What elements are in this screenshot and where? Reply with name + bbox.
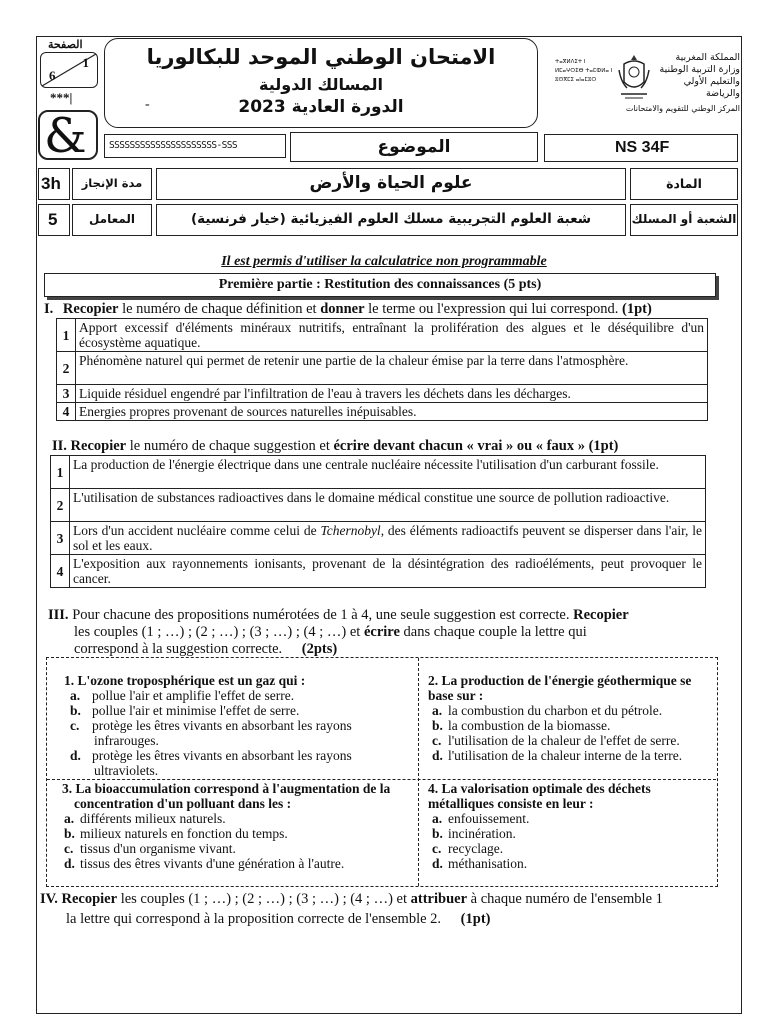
section-1-verb2: donner [320,301,365,317]
subject-field-box [630,168,738,200]
section-4-num: IV. [40,891,58,907]
duration-value: 3h [41,174,61,193]
page-number: 1 [82,55,89,70]
table-row [51,555,706,588]
section-4-text1: les couples (1 ; …) ; (2 ; …) ; (3 ; …) ; (4 ; …) et [117,891,411,907]
question-2 [428,673,714,763]
exam-title: الامتحان الوطني الموحد للبكالوريا [146,45,496,69]
exam-code: NS 34F [615,139,670,156]
row-number: 1 [51,456,70,489]
title-box [104,38,538,128]
branch-label-box [630,204,738,236]
suggestion-text: L'exposition aux rayonnements ionisants, provenant de la désintégration des radioéléments, peut provoquer le cancer. [70,555,706,588]
table-row [57,403,708,421]
list-item [54,748,394,778]
list-item [60,841,412,856]
page-number-box [40,52,98,88]
suggestion-text-italic: Tchernobyl [320,523,381,538]
option-text: pollue l'air et minimise l'effet de serre. [92,703,300,718]
section-1-text1: le numéro de chaque définition et [118,301,321,317]
exam-track: المسالك الدولية [259,75,383,94]
section-4-instruction [40,889,720,929]
section-1-verb1: Recopier [62,301,119,317]
section-3-instruction [48,607,708,658]
question-3 [60,781,412,871]
title-dash: - [145,97,150,112]
list-item [60,811,412,826]
section-2-table [50,455,706,588]
option-letter: d. [64,856,75,871]
option-text: tissus d'un organisme vivant. [80,841,236,856]
ministry-arabic: المملكة المغربية وزارة التربية الوطنية والتعليم الأولي والرياضة [659,52,740,99]
option-text: tissus des êtres vivants d'une génération à l'autre. [80,856,345,871]
option-text: enfouissement. [448,811,530,826]
option-text: la combustion du charbon et du pétrole. [448,703,663,718]
subject-field-label: المادة [666,176,702,191]
duration-label: مدة الإنجاز [81,176,143,190]
option-letter: d. [432,856,443,871]
option-text: l'utilisation de la chaleur interne de la terre. [448,748,683,763]
code-strip-box [104,134,286,158]
list-item [54,718,394,748]
option-letter: b. [64,826,75,841]
exam-code-box [544,134,738,162]
section-1-num: I. [44,301,54,317]
section-4-text2: à chaque numéro de l'ensemble 1 [467,891,663,907]
subject-label: الموضوع [377,137,451,157]
part-title-box [44,273,716,297]
grid-vertical-divider [418,658,419,886]
suggestion-text: La production de l'énergie électrique dans une centrale nucléaire nécessite l'utilisation d'un carburant fossile. [70,456,706,489]
section-4-line2: la lettre qui correspond à la proposition correcte de l'ensemble 2. [66,911,442,927]
list-item [60,826,412,841]
exam-session: الدورة العادية 2023 [238,97,404,117]
option-letter: c. [64,841,74,856]
option-letter: c. [70,718,80,733]
subject-label-box [290,132,538,162]
question-3-title: 3. La bioaccumulation correspond à l'augmentation de la concentration d'un polluant dans les : [62,781,391,811]
list-item [428,856,714,871]
section-3-line3: correspond à la suggestion correcte. [74,641,283,657]
table-row [51,522,706,555]
question-2-title: 2. La production de l'énergie géothermique se base sur : [428,673,692,703]
option-letter: b. [70,703,81,718]
ampersand-icon: & [44,108,87,164]
section-4-points: (1pt) [460,911,491,927]
code-strip: SSSSSSSSSSSSSSSSSSSSS-SSS [109,140,237,151]
duration-value-box [38,168,70,200]
question-4-title: 4. La valorisation optimale des déchets métalliques consiste en leur : [428,781,651,811]
option-letter: a. [64,811,75,826]
list-item [54,703,414,718]
suggestion-text [70,522,706,555]
section-1-points: (1pt) [622,301,652,317]
option-text: différents milieux naturels. [80,811,226,826]
section-2-num: II. [52,438,67,454]
section-3-points: (2pts) [301,641,338,657]
section-3-verb2: écrire [363,624,400,640]
list-item [428,841,714,856]
suggestion-text-part: Lors d'un accident nucléaire comme celui de [73,523,321,538]
suggestion-text: L'utilisation de substances radioactives dans le domaine médical constitue une source de pollution radioactive. [70,489,706,522]
page-label: الصفحة [48,39,83,51]
question-1 [54,673,414,778]
stars-mark: ***| [50,90,73,105]
option-text: incinération. [448,826,516,841]
part-title: Première partie : Restitution des connaissances (5 pts) [218,277,542,292]
option-letter: b. [432,826,443,841]
definition-text: Liquide résiduel engendré par l'infiltration de l'eau à travers les déchets dans les décharges. [76,385,708,403]
section-1-table [56,318,708,421]
option-letter: c. [432,733,442,748]
definition-text: Energies propres provenant de sources naturelles inépuisables. [76,403,708,421]
question-1-title: 1. L'ozone troposphérique est un gaz qui : [64,673,306,688]
ministry-center: المركز الوطني للتقويم والامتحانات [625,104,740,113]
row-number: 4 [57,403,76,421]
list-item [428,811,714,826]
row-number: 4 [51,555,70,588]
branch-name-box [156,204,626,236]
list-item [428,733,714,748]
coef-value: 5 [48,210,58,229]
row-number: 2 [57,352,76,385]
section-4-verb2: attribuer [410,891,468,907]
list-item [428,748,714,763]
section-2-verb1: Recopier [70,438,127,454]
list-item [428,826,714,841]
coef-label: المعامل [88,212,136,226]
option-letter: b. [432,718,443,733]
kingdom-emblem-icon [617,52,651,102]
duration-label-box [72,168,152,200]
list-item [54,688,414,703]
option-text: pollue l'air et amplifie l'effet de serre. [92,688,295,703]
section-3-line2a: les couples (1 ; …) ; (2 ; …) ; (3 ; …) ; (4 ; …) et [74,624,364,640]
option-letter: d. [432,748,443,763]
section-2-instruction [52,438,618,455]
row-number: 2 [51,489,70,522]
section-2-text2: devant chacun « vrai » ou « faux » (1pt) [369,438,619,454]
ministry-block [555,44,740,124]
option-letter: c. [432,841,442,856]
table-row [57,385,708,403]
section-3-text1: Pour chacune des propositions numérotées de 1 à 4, une seule suggestion est correcte. [68,607,574,623]
option-text: l'utilisation de la chaleur de l'effet de serre. [448,733,680,748]
section-2-verb2: écrire [333,438,370,454]
section-4-verb1: Recopier [61,891,118,907]
coef-value-box [38,204,70,236]
option-text: la combustion de la biomasse. [448,718,611,733]
option-text: recyclage. [448,841,504,856]
table-row [51,456,706,489]
row-number: 3 [51,522,70,555]
branch-name: شعبة العلوم التجريبية مسلك العلوم الفيزيائية (خيار فرنسية) [190,211,592,227]
section-3-num: III. [48,607,69,623]
page-total: 6 [49,68,56,83]
list-item [60,856,412,871]
option-letter: a. [432,811,443,826]
table-row [57,352,708,385]
row-number: 3 [57,385,76,403]
option-text: milieux naturels en fonction du temps. [80,826,288,841]
section-2-text1: le numéro de chaque suggestion et [126,438,334,454]
coef-label-box [72,204,152,236]
definition-text: Phénomène naturel qui permet de retenir une partie de la chaleur émise par la terre dans l'atmosphère. [76,352,708,385]
subject-name-box [156,168,626,200]
definition-text: Apport excessif d'éléments minéraux nutritifs, entraînant la prolifération des algues et le déséquilibre d'un écosystème aquatique. [76,319,708,352]
list-item [428,703,714,718]
subject-name: علوم الحياة والأرض [309,173,473,193]
row-number: 1 [57,319,76,352]
option-letter: a. [70,688,81,703]
table-row [51,489,706,522]
option-text: protège les êtres vivants en absorbant les rayons infrarouges. [92,718,352,748]
option-text: méthanisation. [448,856,528,871]
ampersand-box [38,108,98,164]
grid-horizontal-divider [47,779,716,780]
calculator-note: Il est permis d'utiliser la calculatrice non programmable [221,254,547,269]
section-3-verb1: Recopier [573,607,629,623]
table-row [57,319,708,352]
ministry-tifinagh: ⵜⴰⴳⵍⴷⵉⵜ ⵏ ⵍⵎⴰⵖⵔⵉⴱ ⵜⴰⵎⵀⵍⴰ ⵏ ⵓⵙⴳⵎⵉ ⴰⵏⴰⵎⵓⵔ [555,59,613,83]
option-letter: a. [432,703,443,718]
question-4 [428,781,714,871]
section-3-line2b: dans chaque couple la lettre qui [399,624,587,640]
option-letter: d. [70,748,81,763]
section-1-text2: le terme ou l'expression qui lui correspond. [364,301,623,317]
branch-label: الشعبة أو المسلك [631,212,737,226]
section-1-instruction [44,301,652,318]
suggestion-text-part: , des éléments radioactifs peuvent se disperser dans l'air, le sol et les eaux. [73,523,702,553]
option-text: protège les êtres vivants en absorbant les rayons ultraviolets. [92,748,352,778]
list-item [428,718,714,733]
